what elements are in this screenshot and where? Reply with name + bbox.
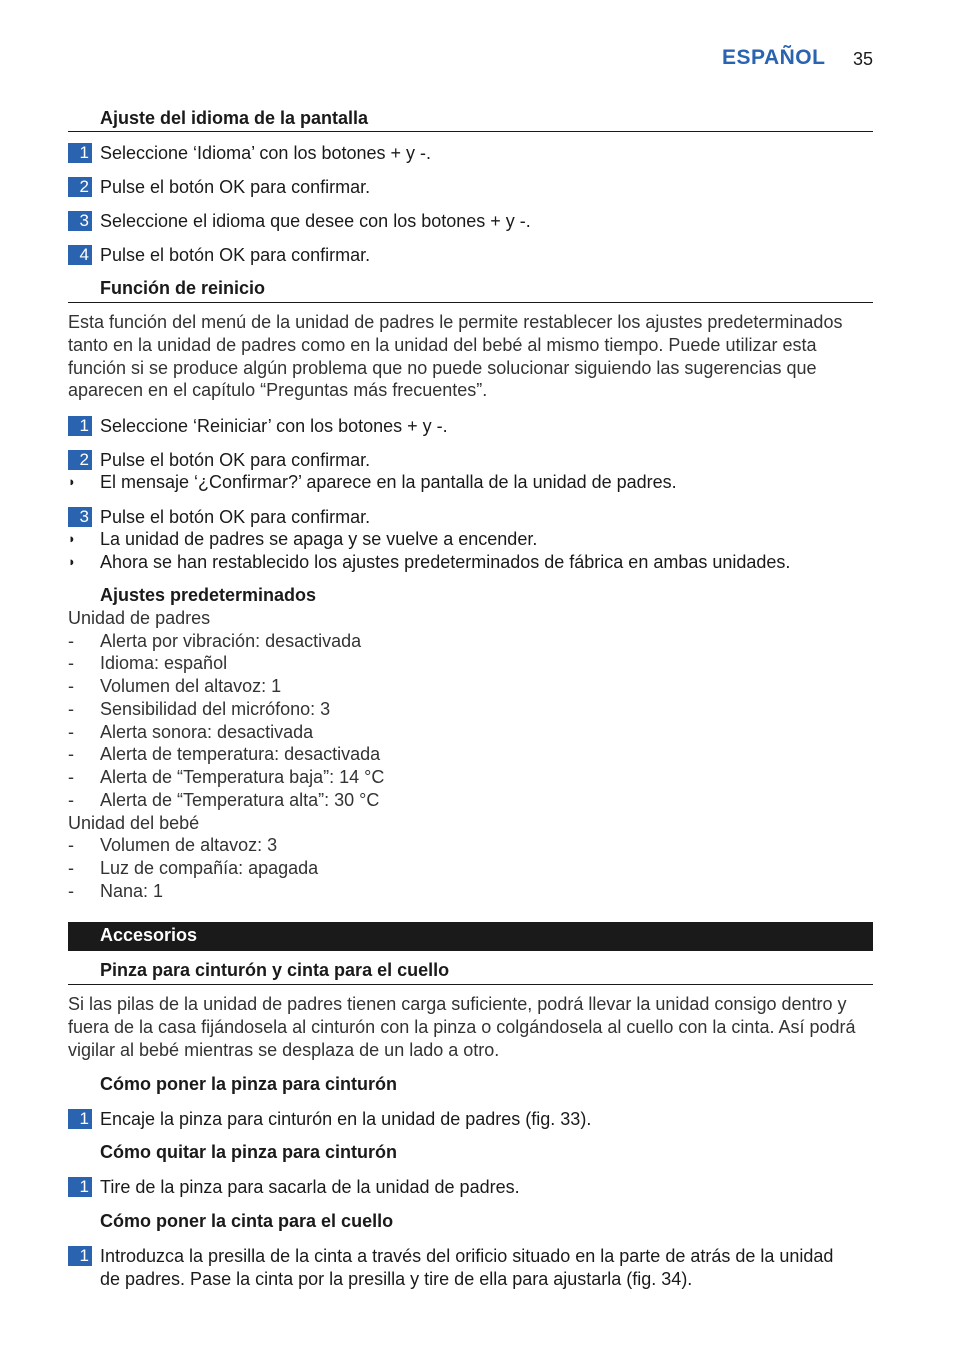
- clip-intro: Si las pilas de la unidad de padres tienen carga suficiente, podrá llevar la unidad consigo dentro y fuera de la casa fijándosela al cinturón con la pinza o colgándosela al cuello con la cinta. Así podrá vigilar al bebé mientras se desplaza de un lado a otro.: [68, 994, 856, 1060]
- step-number: 4: [68, 245, 92, 265]
- heading-remove-clip: Cómo quitar la pinza para cinturón: [100, 1142, 398, 1162]
- step-text: Seleccione ‘Idioma’ con los botones + y -.: [100, 143, 432, 163]
- step-text: Encaje la pinza para cinturón en la unidad de padres (fig. 33).: [100, 1109, 592, 1129]
- heading-attach-cord: Cómo poner la cinta para el cuello: [100, 1211, 394, 1231]
- step-text: Pulse el botón OK para confirmar.: [100, 507, 371, 527]
- step-item: [68, 1245, 834, 1267]
- result-marker-icon: ◗: [68, 474, 76, 489]
- step-item: [68, 449, 371, 471]
- step-text: Seleccione el idioma que desee con los botones + y -.: [100, 211, 531, 231]
- parent-unit-label: Unidad de padres: [68, 608, 211, 628]
- step-item: [68, 1108, 592, 1130]
- step-number: 1: [68, 143, 92, 163]
- step-item: [68, 506, 371, 528]
- step-item: [68, 244, 371, 266]
- step-item: [68, 415, 448, 437]
- step-number: 1: [68, 1177, 92, 1197]
- step-item: [68, 1176, 520, 1198]
- page-number: 35: [853, 49, 874, 69]
- step-item: [68, 176, 371, 198]
- heading-attach-clip: Cómo poner la pinza para cinturón: [100, 1074, 398, 1094]
- header-language: ESPAÑOL: [722, 46, 826, 69]
- step-number: 3: [68, 211, 92, 231]
- step-text: Pulse el botón OK para confirmar.: [100, 450, 371, 470]
- result-text: Ahora se han restablecido los ajustes predeterminados de fábrica en ambas unidades.: [100, 552, 791, 572]
- result-text: El mensaje ‘¿Confirmar?’ aparece en la pantalla de la unidad de padres.: [100, 472, 677, 492]
- section-bar-accessories: [68, 922, 873, 951]
- heading-language: Ajuste del idioma de la pantalla: [100, 108, 369, 128]
- reset-intro: Esta función del menú de la unidad de padres le permite restablecer los ajustes predeterminados tanto en la unidad de padres como en la unidad del bebé al mismo tiempo. Puede utilizar esta función si se produce algún problema que no puede solucionar siguiendo las sugerencias que aparecen en el capítulo “Preguntas más frecuentes”.: [68, 312, 843, 401]
- step-text: Tire de la pinza para sacarla de la unidad de padres.: [100, 1177, 520, 1197]
- step-number: 2: [68, 177, 92, 197]
- step-item: [68, 210, 531, 232]
- step-number: 3: [68, 507, 92, 527]
- heading-rule: [68, 302, 873, 303]
- result-marker-icon: ◗: [68, 531, 76, 546]
- heading-rule: [68, 984, 873, 985]
- section-bar-title: Accesorios: [100, 925, 198, 945]
- heading-defaults: Ajustes predeterminados: [100, 585, 317, 605]
- step-number: 2: [68, 450, 92, 470]
- step-text: Pulse el botón OK para confirmar.: [100, 245, 371, 265]
- step-text: Seleccione ‘Reiniciar’ con los botones + y -.: [100, 416, 448, 436]
- result-text: La unidad de padres se apaga y se vuelve a encender.: [100, 529, 538, 549]
- step-number: 1: [68, 1246, 92, 1266]
- heading-clip-cord: Pinza para cinturón y cinta para el cuello: [100, 960, 450, 980]
- heading-reset: Función de reinicio: [100, 278, 266, 298]
- step-text: Introduzca la presilla de la cinta a través del orificio situado en la parte de atrás de la unidad: [100, 1246, 834, 1266]
- step-text-continued: de padres. Pase la cinta por la presilla y tire de ella para ajustarla (fig. 34).: [100, 1269, 693, 1289]
- step-text: Pulse el botón OK para confirmar.: [100, 177, 371, 197]
- baby-unit-label: Unidad del bebé: [68, 813, 200, 833]
- result-marker-icon: ◗: [68, 554, 76, 569]
- step-item: [68, 142, 432, 164]
- heading-rule: [68, 131, 873, 132]
- step-number: 1: [68, 1109, 92, 1129]
- step-number: 1: [68, 416, 92, 436]
